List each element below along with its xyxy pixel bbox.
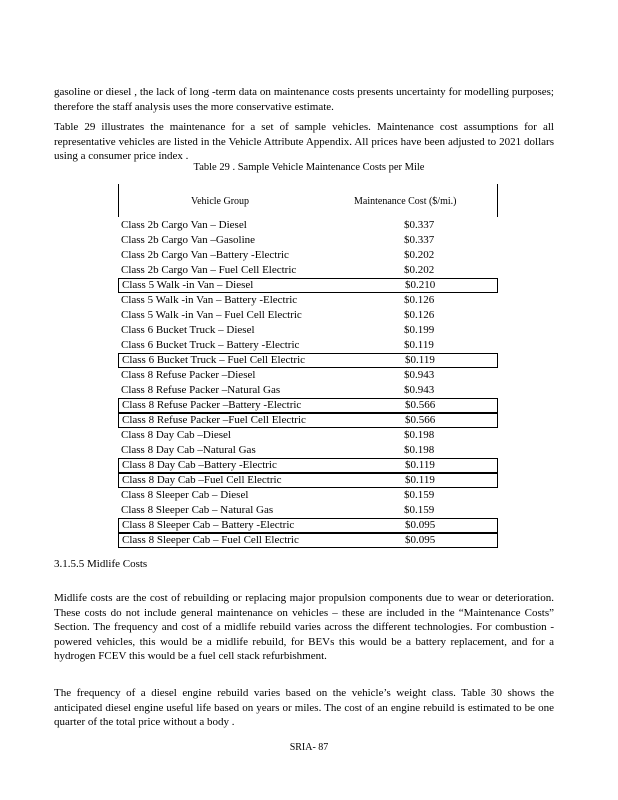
table-row [118,263,496,278]
table-row [118,488,496,503]
vehicle-group-cell: Class 8 Refuse Packer –Fuel Cell Electric [122,414,306,426]
table-row [118,368,496,383]
maintenance-cost-cell: $0.210 [405,279,436,291]
vehicle-group-cell: Class 8 Day Cab –Battery -Electric [122,459,277,471]
table-row [118,533,498,548]
table-body [118,218,498,548]
table-row [118,308,496,323]
maintenance-cost-cell: $0.198 [404,444,435,456]
table-row [118,413,498,428]
table-row [118,248,496,263]
engine-rebuild-paragraph: The frequency of a diesel engine rebuild varies based on the vehicle’s weight class. Table 30 shows the anticipated diesel engine useful life based on years or miles. The cost of an engine rebuild is estimated to be one quarter of the total price without a body . [54,687,554,728]
vehicle-group-cell: Class 2b Cargo Van –Battery -Electric [121,249,289,261]
table-row [118,458,498,473]
vehicle-group-cell: Class 6 Bucket Truck – Battery -Electric [121,339,300,351]
table-row [118,233,496,248]
column-header-vehicle-group: Vehicle Group [191,196,250,207]
table-row [118,503,496,518]
table-caption: Table 29 . Sample Vehicle Maintenance Costs per Mile [193,162,425,173]
maintenance-cost-cell: $0.126 [404,309,435,321]
maintenance-cost-cell: $0.119 [405,459,435,471]
table-row [118,518,498,533]
table-row [118,293,496,308]
vehicle-group-cell: Class 8 Refuse Packer –Diesel [121,369,256,381]
maintenance-cost-cell: $0.119 [405,474,435,486]
vehicle-group-cell: Class 8 Sleeper Cab – Battery -Electric [122,519,295,531]
table-row [118,383,496,398]
maintenance-cost-cell: $0.199 [404,324,435,336]
table-row [118,278,498,293]
table-row [118,398,498,413]
maintenance-cost-cell: $0.119 [404,339,434,351]
vehicle-group-cell: Class 8 Sleeper Cab – Natural Gas [121,504,274,516]
maintenance-cost-cell: $0.566 [405,399,436,411]
maintenance-cost-cell: $0.202 [404,264,435,276]
column-header-maintenance-cost: Maintenance Cost ($/mi.) [354,196,457,207]
vehicle-group-cell: Class 8 Day Cab –Fuel Cell Electric [122,474,282,486]
vehicle-group-cell: Class 2b Cargo Van –Gasoline [121,234,256,246]
maintenance-cost-cell: $0.095 [405,534,436,546]
section-title: 3.1.5.5 Midlife Costs [54,558,148,570]
table-row [118,443,496,458]
table-row [118,473,498,488]
vehicle-group-cell: Class 5 Walk -in Van – Fuel Cell Electric [121,309,302,321]
maintenance-cost-cell: $0.198 [404,429,435,441]
maintenance-cost-cell: $0.159 [404,504,435,516]
intro-paragraph: gasoline or diesel , the lack of long -term data on maintenance costs presents uncertainty for modelling purposes; therefore the staff analysis uses the more conservative estimate. [54,86,554,113]
vehicle-group-cell: Class 8 Day Cab –Natural Gas [121,444,256,456]
table-row [118,218,496,233]
maintenance-cost-cell: $0.566 [405,414,436,426]
table-header [118,184,498,217]
maintenance-cost-cell: $0.943 [404,369,435,381]
table-row [118,428,496,443]
page-footer: SRIA- 87 [289,742,329,753]
vehicle-group-cell: Class 8 Sleeper Cab – Diesel [121,489,249,501]
vehicle-group-cell: Class 8 Refuse Packer –Natural Gas [121,384,281,396]
maintenance-cost-cell: $0.202 [404,249,435,261]
maintenance-cost-cell: $0.095 [405,519,436,531]
vehicle-group-cell: Class 8 Day Cab –Diesel [121,429,231,441]
vehicle-group-cell: Class 6 Bucket Truck – Diesel [121,324,255,336]
vehicle-group-cell: Class 8 Refuse Packer –Battery -Electric [122,399,302,411]
maintenance-cost-cell: $0.159 [404,489,435,501]
vehicle-group-cell: Class 6 Bucket Truck – Fuel Cell Electric [122,354,306,366]
table-row [118,323,496,338]
vehicle-group-cell: Class 5 Walk -in Van – Battery -Electric [121,294,298,306]
maintenance-cost-cell: $0.943 [404,384,435,396]
vehicle-group-cell: Class 5 Walk -in Van – Diesel [122,279,254,291]
maintenance-cost-cell: $0.119 [405,354,435,366]
table-row [118,353,498,368]
vehicle-group-cell: Class 2b Cargo Van – Fuel Cell Electric [121,264,297,276]
maintenance-cost-cell: $0.337 [404,234,435,246]
vehicle-group-cell: Class 8 Sleeper Cab – Fuel Cell Electric [122,534,299,546]
maintenance-cost-cell: $0.337 [404,219,435,231]
maintenance-cost-cell: $0.126 [404,294,435,306]
midlife-paragraph: Midlife costs are the cost of rebuilding or replacing major propulsion components due to wear or deterioration. These costs do not include general maintenance on vehicles – these are included in the “Maintenance Costs” Section. The frequency and cost of a midlife rebuild varies across the different technologies. For combustion -powered vehicles, this would be a midlife rebuild, for BEVs this would be a battery replacement, and for a hydrogen FCEV this would be a fuel cell stack refurbishment. [54,592,554,662]
vehicle-group-cell: Class 2b Cargo Van – Diesel [121,219,247,231]
table-intro-paragraph: Table 29 illustrates the maintenance for a set of sample vehicles. Maintenance cost assumptions for all representative vehicles are listed in the Vehicle Attribute Appendix. All prices have been adjusted to 2021 dollars using a consumer price index . [54,121,554,162]
table-row [118,338,496,353]
